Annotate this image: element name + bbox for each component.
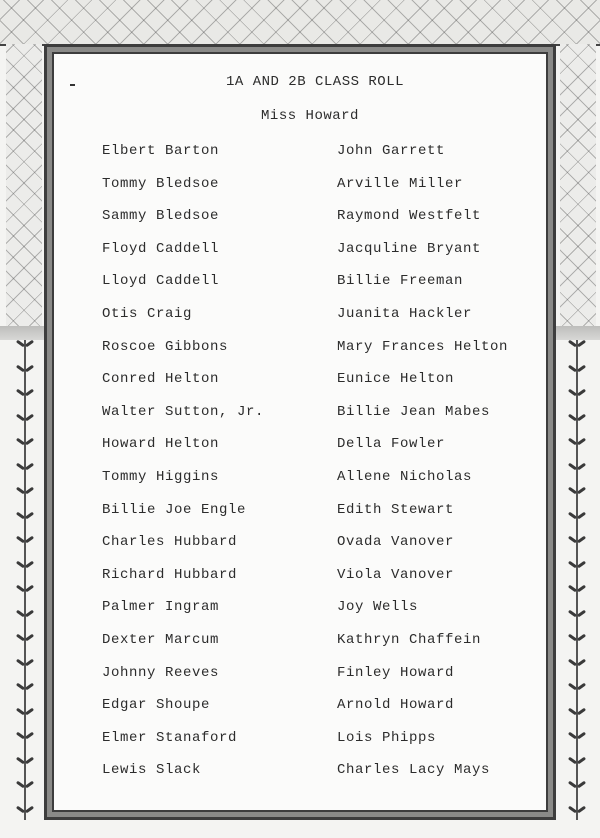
list-item: Mary Frances Helton [337, 338, 509, 355]
list-item: Howard Helton [102, 436, 220, 453]
vine-border-left-icon [10, 340, 40, 820]
page-title: 1A AND 2B CLASS ROLL [225, 74, 405, 90]
list-item: Tommy Bledsoe [102, 175, 220, 192]
list-item: Arnold Howard [337, 697, 455, 714]
list-item: Dexter Marcum [102, 631, 220, 648]
list-item: Elbert Barton [102, 143, 220, 159]
list-item: Eunice Helton [337, 371, 455, 388]
list-item: Palmer Ingram [102, 599, 220, 616]
list-item: Lewis Slack [102, 762, 202, 779]
list-item: Tommy Higgins [102, 468, 220, 485]
list-item: Viola Vanover [337, 566, 455, 583]
list-item: Allene Nicholas [337, 468, 473, 485]
list-item: Billie Jean Mabes [337, 403, 491, 420]
list-item: Joy Wells [337, 599, 419, 616]
list-item: Lois Phipps [337, 729, 437, 746]
list-item: Walter Sutton, Jr. [102, 403, 265, 420]
list-item: Juanita Hackler [337, 305, 473, 322]
list-item: Kathryn Chaffein [337, 631, 482, 648]
list-item: John Garrett [337, 143, 446, 159]
list-item: Raymond Westfelt [337, 208, 482, 225]
list-item: Charles Lacy Mays [337, 762, 491, 779]
lattice-border-icon [0, 0, 600, 46]
vine-border-right-icon [562, 340, 592, 820]
list-item: Billie Joe Engle [102, 501, 247, 518]
list-item: Edith Stewart [337, 501, 455, 518]
list-item: Finley Howard [337, 664, 455, 681]
list-item: Floyd Caddell [102, 240, 220, 257]
teacher-name: Miss Howard [261, 108, 359, 124]
list-item: Otis Craig [102, 305, 193, 322]
list-item: Roscoe Gibbons [102, 338, 229, 355]
list-item: Conred Helton [102, 371, 220, 388]
list-item: Jacquline Bryant [337, 240, 482, 257]
list-item: Lloyd Caddell [102, 273, 220, 290]
list-item: Ovada Vanover [337, 534, 455, 551]
list-item: Sammy Bledsoe [102, 208, 220, 225]
list-item: Richard Hubbard [102, 566, 238, 583]
list-item: Edgar Shoupe [102, 697, 211, 714]
list-item: Della Fowler [337, 436, 446, 453]
roll-left-column [102, 142, 264, 794]
list-item: Charles Hubbard [102, 534, 238, 551]
roll-right-column [337, 142, 508, 794]
list-item: Johnny Reeves [102, 664, 220, 681]
list-item: Arville Miller [337, 175, 464, 192]
list-item: Billie Freeman [337, 273, 464, 290]
list-item: Elmer Stanaford [102, 729, 238, 746]
